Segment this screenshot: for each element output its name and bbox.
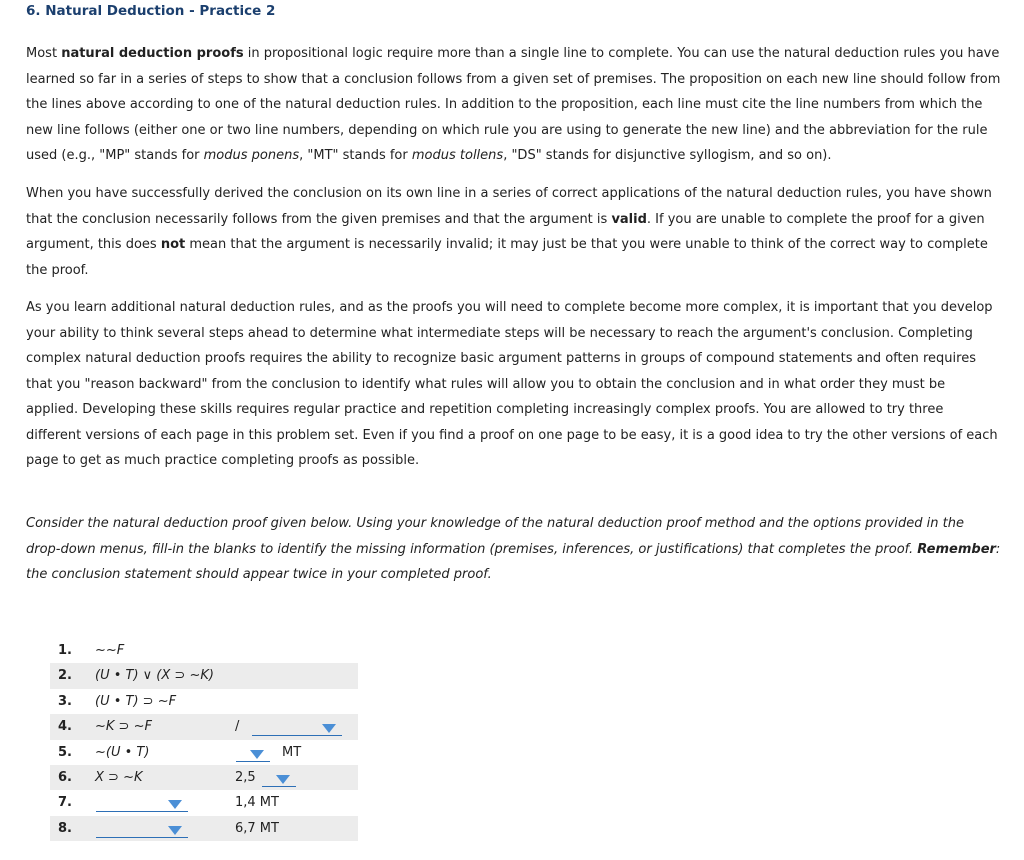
line-number: 6.	[58, 769, 72, 785]
line-8-statement-dropdown[interactable]	[96, 821, 188, 838]
line-number: 4.	[58, 719, 72, 735]
justification: 1,4 MT	[235, 795, 279, 811]
proof-row-3	[50, 689, 358, 714]
chevron-down-icon	[168, 826, 182, 835]
instructions-paragraph: Consider the natural deduction proof given below. Using your knowledge of the natural deduction proof method and the options provided in the drop-down menus, fill-in the blanks to identify the missing information (premises, inferences, or justifications) that completes the proof. Remember: the conclusion statement should appear twice in your completed proof.	[26, 516, 1001, 582]
line-number: 8.	[58, 820, 72, 836]
proof-row-7	[50, 790, 358, 815]
intro-paragraph-1: Most natural deduction proofs in propositional logic require more than a single line to complete. You can use the natural deduction rules you have learned so far in a series of steps to show that a conclusion follows from a given set of premises. The proposition on each new line should follow from the lines above according to one of the natural deduction rules. In addition to the proposition, each line must cite the line numbers from which the new line follows (either one or two line numbers, depending on which rule you are using to generate the new line) and the abbreviation for the rule used (e.g., "MP" stands for modus ponens, "MT" stands for modus tollens, "DS" stands for disjunctive syllogism, and so on).	[26, 46, 1001, 163]
line-number: 3.	[58, 693, 72, 709]
page-title: 6. Natural Deduction - Practice 2	[26, 3, 276, 19]
chevron-down-icon	[276, 775, 290, 784]
proof-row-1	[50, 638, 358, 663]
statement: X ⊃ ~K	[95, 769, 143, 785]
line-number: 5.	[58, 744, 72, 760]
line-number: 7.	[58, 795, 72, 811]
line-number: 1.	[58, 643, 72, 658]
chevron-down-icon	[168, 800, 182, 809]
chevron-down-icon	[322, 724, 336, 733]
line-7-statement-dropdown[interactable]	[96, 795, 188, 812]
statement: ~~F	[95, 643, 125, 658]
chevron-down-icon	[250, 750, 264, 759]
proof-row-5	[50, 740, 358, 765]
proof-row-2	[50, 663, 358, 688]
conclusion-slash: /	[235, 719, 240, 735]
line-6-rule-dropdown[interactable]	[262, 770, 296, 787]
statement: ~(U • T)	[95, 744, 150, 760]
proof-row-6	[50, 765, 358, 790]
justification: 6,7 MT	[235, 820, 279, 836]
proof-row-8	[50, 816, 358, 841]
proof-table	[50, 638, 358, 841]
intro-paragraph-2: When you have successfully derived the conclusion on its own line in a series of correct applications of the natural deduction rules, you have shown that the conclusion necessarily follows from the given premises and that the argument is valid. If you are unable to complete the proof for a given argument, this does not mean that the argument is necessarily invalid; it may just be that you were unable to think of the correct way to complete the proof.	[26, 186, 992, 278]
statement: ~K ⊃ ~F	[95, 719, 152, 735]
intro-paragraph-3: As you learn additional natural deduction rules, and as the proofs you will need to complete become more complex, it is important that you develop your ability to think several steps ahead to determine what intermediate steps will be necessary to reach the argument's conclusion. Completing complex natural deduction proofs requires the ability to recognize basic argument patterns in groups of compound statements and often requires that you "reason backward" from the conclusion to identify what rules will allow you to obtain the conclusion and in what order they must be applied. Developing these skills requires regular practice and repetition completing increasingly complex proofs. You are allowed to try three different versions of each page in this problem set. Even if you find a proof on one page to be easy, it is a good idea to try the other versions of each page to get as much practice completing proofs as possible.	[26, 300, 998, 468]
justification: MT	[282, 744, 302, 760]
justification: 2,5	[235, 769, 256, 785]
statement: (U • T) ⊃ ~F	[95, 693, 177, 709]
proof-row-4	[50, 714, 358, 739]
line-5-lines-dropdown[interactable]	[236, 745, 270, 762]
statement: (U • T) ∨ (X ⊃ ~K)	[95, 668, 214, 684]
line-number: 2.	[58, 668, 72, 684]
conclusion-dropdown[interactable]	[252, 719, 342, 736]
